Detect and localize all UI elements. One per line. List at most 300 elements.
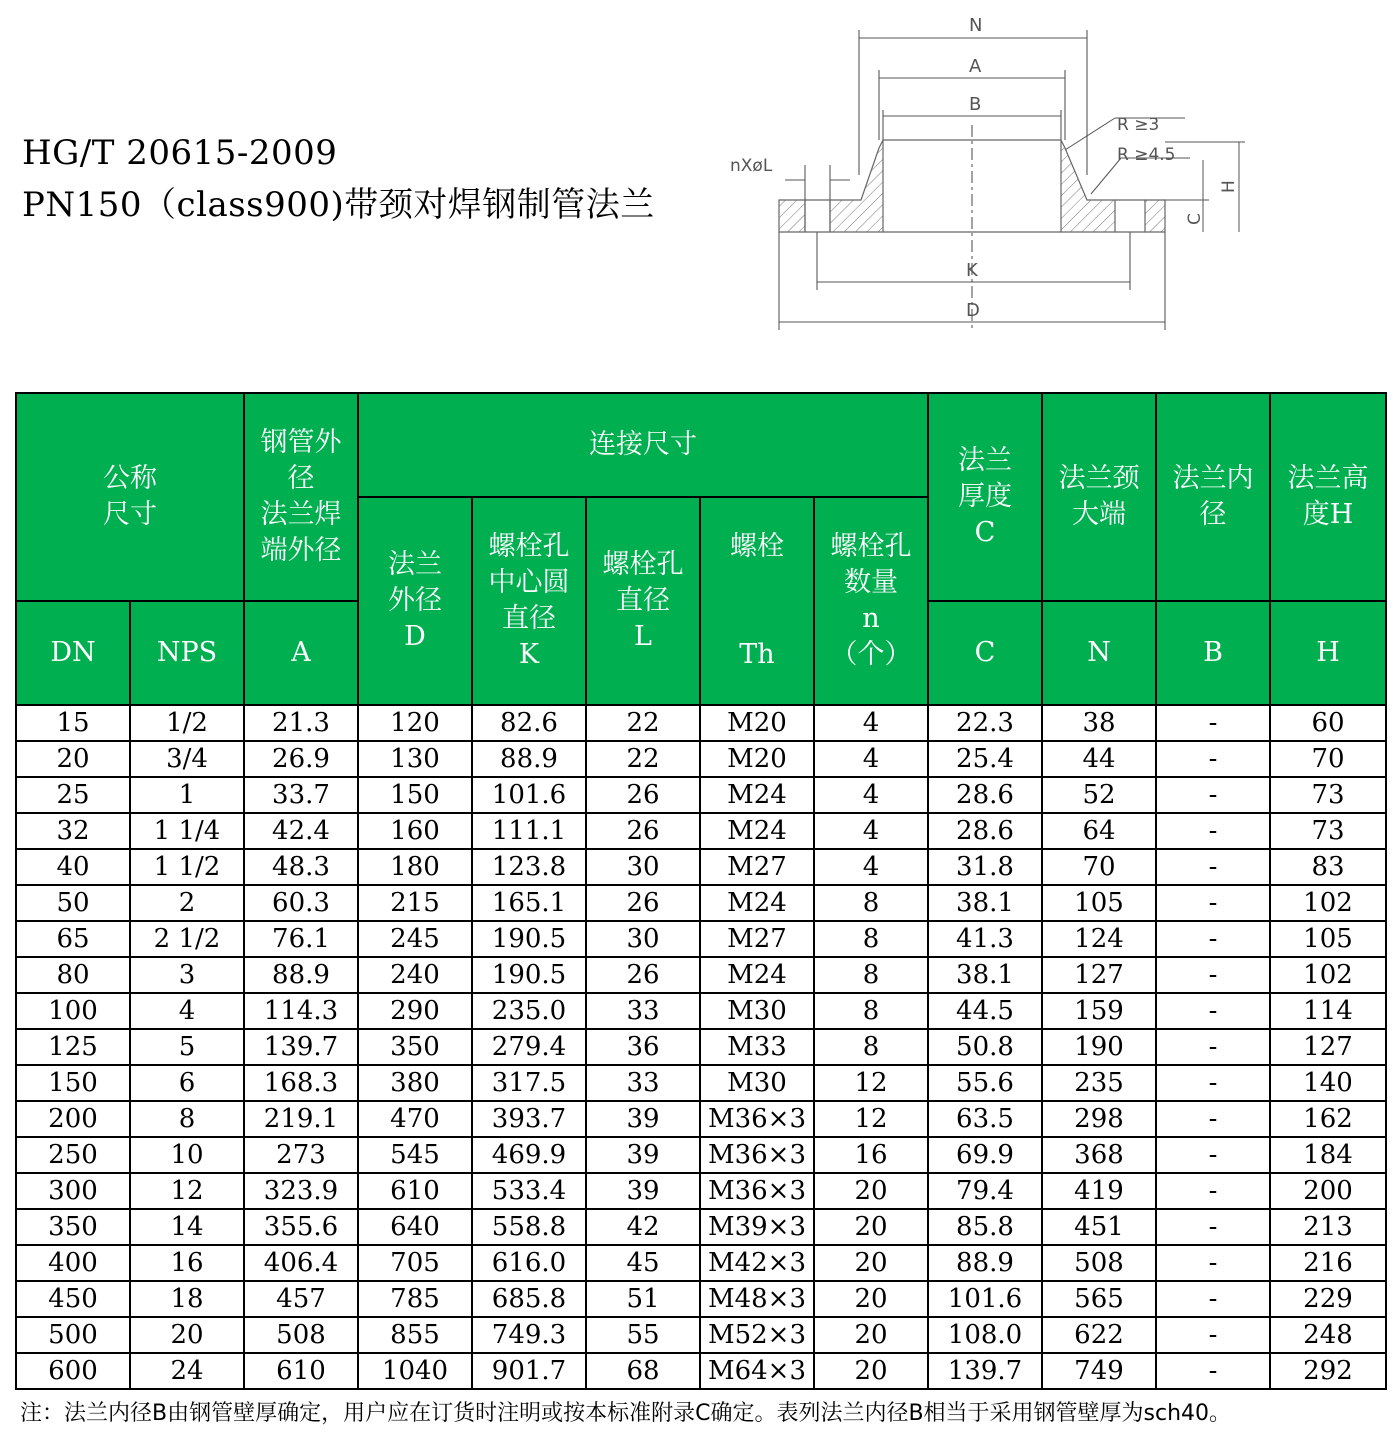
table-cell: 22.3 <box>928 705 1042 741</box>
table-cell: 30 <box>586 849 700 885</box>
table-cell: 215 <box>358 885 472 921</box>
table-cell: 245 <box>358 921 472 957</box>
table-cell: 26.9 <box>244 741 358 777</box>
table-cell: 102 <box>1270 957 1386 993</box>
table-cell: 108.0 <box>928 1317 1042 1353</box>
table-cell: 4 <box>130 993 244 1029</box>
table-cell: 20 <box>814 1173 928 1209</box>
header-bolt-circle-text: 螺栓孔 中心圆 直径 K <box>488 531 570 670</box>
table-cell: - <box>1156 885 1270 921</box>
header-bolt-count-text: 螺栓孔 数量 n （个） <box>830 531 912 670</box>
table-cell: 25 <box>16 777 130 813</box>
table-cell: M36×3 <box>700 1173 814 1209</box>
table-cell: 33.7 <box>244 777 358 813</box>
table-cell: 79.4 <box>928 1173 1042 1209</box>
table-cell: 165.1 <box>472 885 586 921</box>
table-cell: 83 <box>1270 849 1386 885</box>
table-cell: 82.6 <box>472 705 586 741</box>
table-cell: 41.3 <box>928 921 1042 957</box>
table-cell: 451 <box>1042 1209 1156 1245</box>
table-cell: 21.3 <box>244 705 358 741</box>
table-cell: 622 <box>1042 1317 1156 1353</box>
table-cell: 317.5 <box>472 1065 586 1101</box>
table-cell: 380 <box>358 1065 472 1101</box>
table-cell: 533.4 <box>472 1173 586 1209</box>
table-row <box>16 1209 1386 1245</box>
table-cell: 124 <box>1042 921 1156 957</box>
table-cell: 20 <box>130 1317 244 1353</box>
table-cell: 393.7 <box>472 1101 586 1137</box>
table-cell: 4 <box>814 741 928 777</box>
table-cell: 4 <box>814 705 928 741</box>
table-row <box>16 1317 1386 1353</box>
table-cell: 39 <box>586 1137 700 1173</box>
header-h <box>1270 601 1386 705</box>
table-cell: 42.4 <box>244 813 358 849</box>
dimension-lines <box>779 38 1245 322</box>
table-row <box>16 849 1386 885</box>
table-row <box>16 885 1386 921</box>
table-cell: - <box>1156 1173 1270 1209</box>
header-nps-text: NPS <box>156 637 218 668</box>
table-cell: 508 <box>244 1317 358 1353</box>
table-cell: 18 <box>130 1281 244 1317</box>
header-flange-thickness <box>928 393 1042 601</box>
table-cell: - <box>1156 1065 1270 1101</box>
table-cell: 50.8 <box>928 1029 1042 1065</box>
table-row <box>16 705 1386 741</box>
header-nominal-text: 公称 尺寸 <box>103 463 157 530</box>
table-cell: 70 <box>1042 849 1156 885</box>
table-cell: 168.3 <box>244 1065 358 1101</box>
table-row <box>16 741 1386 777</box>
header-bolt-circle <box>472 497 586 705</box>
table-cell: 38 <box>1042 705 1156 741</box>
table-cell: M24 <box>700 957 814 993</box>
table-cell: 500 <box>16 1317 130 1353</box>
table-cell: 60 <box>1270 705 1386 741</box>
table-cell: 1 1/4 <box>130 813 244 849</box>
table-cell: 1 1/2 <box>130 849 244 885</box>
table-cell: 28.6 <box>928 777 1042 813</box>
table-cell: 159 <box>1042 993 1156 1029</box>
table-cell: 114 <box>1270 993 1386 1029</box>
table-cell: M20 <box>700 741 814 777</box>
table-cell: 8 <box>814 885 928 921</box>
table-cell: 30 <box>586 921 700 957</box>
table-cell: 213 <box>1270 1209 1386 1245</box>
table-cell: 22 <box>586 705 700 741</box>
table-cell: 235.0 <box>472 993 586 1029</box>
table-cell: M30 <box>700 993 814 1029</box>
table-row <box>16 1137 1386 1173</box>
dim-label-d: D <box>966 300 980 321</box>
table-cell: M48×3 <box>700 1281 814 1317</box>
table-cell: 450 <box>16 1281 130 1317</box>
table-cell: M39×3 <box>700 1209 814 1245</box>
standard-number: HG/T 20615-2009 <box>22 133 338 173</box>
header-b-text: B <box>1203 637 1223 668</box>
header-inner <box>1156 393 1270 601</box>
table-cell: 14 <box>130 1209 244 1245</box>
table-cell: 180 <box>358 849 472 885</box>
header-pipe-od <box>244 393 358 601</box>
table-cell: 20 <box>814 1245 928 1281</box>
table-cell: 545 <box>358 1137 472 1173</box>
table-cell: M30 <box>700 1065 814 1101</box>
table-cell: 419 <box>1042 1173 1156 1209</box>
table-cell: 4 <box>814 777 928 813</box>
table-cell: M42×3 <box>700 1245 814 1281</box>
table-cell: 15 <box>16 705 130 741</box>
table-cell: 355.6 <box>244 1209 358 1245</box>
table-header <box>16 393 1386 705</box>
header-dn <box>16 601 130 705</box>
table-cell: 901.7 <box>472 1353 586 1389</box>
table-cell: 44 <box>1042 741 1156 777</box>
table-cell: 69.9 <box>928 1137 1042 1173</box>
table-cell: 140 <box>1270 1065 1386 1101</box>
table-cell: 31.8 <box>928 849 1042 885</box>
table-cell: 85.8 <box>928 1209 1042 1245</box>
header-height-text: 法兰高 度H <box>1287 463 1369 530</box>
table-cell: 235 <box>1042 1065 1156 1101</box>
table-cell: - <box>1156 1209 1270 1245</box>
table-row <box>16 1029 1386 1065</box>
title-block <box>22 133 655 225</box>
table-cell: 139.7 <box>928 1353 1042 1389</box>
dim-label-b: B <box>969 94 982 115</box>
table-cell: 73 <box>1270 777 1386 813</box>
table-cell: 8 <box>814 993 928 1029</box>
table-row <box>16 1173 1386 1209</box>
table-cell: 26 <box>586 885 700 921</box>
table-cell: - <box>1156 993 1270 1029</box>
dim-label-h: H <box>1219 180 1239 193</box>
header-neck <box>1042 393 1156 601</box>
table-cell: 20 <box>814 1353 928 1389</box>
table-cell: 248 <box>1270 1317 1386 1353</box>
table-cell: - <box>1156 1245 1270 1281</box>
table-cell: 855 <box>358 1317 472 1353</box>
table-cell: 705 <box>358 1245 472 1281</box>
table-cell: 20 <box>814 1281 928 1317</box>
table-cell: 125 <box>16 1029 130 1065</box>
table-cell: 457 <box>244 1281 358 1317</box>
table-cell: 685.8 <box>472 1281 586 1317</box>
table-cell: 22 <box>586 741 700 777</box>
table-cell: 55 <box>586 1317 700 1353</box>
table-cell: 10 <box>130 1137 244 1173</box>
table-cell: 12 <box>814 1065 928 1101</box>
table-cell: 785 <box>358 1281 472 1317</box>
dim-label-bolt: nXøL <box>730 156 773 176</box>
table-cell: 39 <box>586 1173 700 1209</box>
table-cell: M33 <box>700 1029 814 1065</box>
table-cell: 1 <box>130 777 244 813</box>
table-cell: 469.9 <box>472 1137 586 1173</box>
table-cell: 8 <box>814 921 928 957</box>
table-cell: 88.9 <box>928 1245 1042 1281</box>
header-bolt-hole <box>586 497 700 705</box>
table-cell: 190.5 <box>472 957 586 993</box>
table-cell: 100 <box>16 993 130 1029</box>
table-cell: 470 <box>358 1101 472 1137</box>
table-cell: 8 <box>130 1101 244 1137</box>
table-cell: 20 <box>814 1209 928 1245</box>
dim-label-k: K <box>966 260 978 281</box>
table-cell: 101.6 <box>928 1281 1042 1317</box>
table-cell: 88.9 <box>472 741 586 777</box>
table-cell: - <box>1156 1029 1270 1065</box>
table-cell: 51 <box>586 1281 700 1317</box>
table-cell: 105 <box>1270 921 1386 957</box>
table-cell: 600 <box>16 1353 130 1389</box>
table-cell: 16 <box>130 1245 244 1281</box>
table-cell: 273 <box>244 1137 358 1173</box>
table-cell: 64 <box>1042 813 1156 849</box>
table-cell: 8 <box>814 1029 928 1065</box>
table-cell: 32 <box>16 813 130 849</box>
header-flange-od-text: 法兰 外径 D <box>388 549 442 652</box>
table-row <box>16 1101 1386 1137</box>
table-cell: 48.3 <box>244 849 358 885</box>
table-cell: 127 <box>1042 957 1156 993</box>
table-cell: 610 <box>358 1173 472 1209</box>
table-cell: 290 <box>358 993 472 1029</box>
table-cell: 300 <box>16 1173 130 1209</box>
header-inner-text: 法兰内 径 <box>1172 463 1254 530</box>
table-cell: 368 <box>1042 1137 1156 1173</box>
table-cell: 120 <box>358 705 472 741</box>
table-cell: 60.3 <box>244 885 358 921</box>
table-cell: 28.6 <box>928 813 1042 849</box>
table-cell: 200 <box>1270 1173 1386 1209</box>
header-connection <box>358 393 928 497</box>
table-cell: - <box>1156 849 1270 885</box>
table-cell: 139.7 <box>244 1029 358 1065</box>
table-cell: 70 <box>1270 741 1386 777</box>
table-cell: 102 <box>1270 885 1386 921</box>
table-row <box>16 921 1386 957</box>
table-cell: 36 <box>586 1029 700 1065</box>
table-cell: 162 <box>1270 1101 1386 1137</box>
table-cell: - <box>1156 705 1270 741</box>
dim-label-c: C <box>1185 213 1205 225</box>
table-cell: 26 <box>586 957 700 993</box>
table-cell: 4 <box>814 849 928 885</box>
table-cell: 200 <box>16 1101 130 1137</box>
table-cell: - <box>1156 921 1270 957</box>
table-cell: 279.4 <box>472 1029 586 1065</box>
table-cell: 25.4 <box>928 741 1042 777</box>
table-cell: 3/4 <box>130 741 244 777</box>
table-cell: 749 <box>1042 1353 1156 1389</box>
table-cell: 292 <box>1270 1353 1386 1389</box>
header-c-text: C <box>974 637 996 668</box>
header-height <box>1270 393 1386 601</box>
table-row <box>16 813 1386 849</box>
table-cell: 229 <box>1270 1281 1386 1317</box>
table-cell: 6 <box>130 1065 244 1101</box>
table-cell: 44.5 <box>928 993 1042 1029</box>
table-cell: 40 <box>16 849 130 885</box>
table-cell: - <box>1156 777 1270 813</box>
table-cell: 24 <box>130 1353 244 1389</box>
dim-label-n: N <box>969 15 983 36</box>
header-c <box>928 601 1042 705</box>
table-row <box>16 993 1386 1029</box>
table-cell: M36×3 <box>700 1101 814 1137</box>
table-cell: 73 <box>1270 813 1386 849</box>
table-cell: 640 <box>358 1209 472 1245</box>
header-nominal <box>16 393 244 601</box>
table-cell: 55.6 <box>928 1065 1042 1101</box>
table-cell: 42 <box>586 1209 700 1245</box>
table-row <box>16 1065 1386 1101</box>
table-cell: 350 <box>358 1029 472 1065</box>
table-cell: 558.8 <box>472 1209 586 1245</box>
table-cell: M27 <box>700 849 814 885</box>
table-cell: 111.1 <box>472 813 586 849</box>
table-cell: 406.4 <box>244 1245 358 1281</box>
table-cell: 1040 <box>358 1353 472 1389</box>
flange-drawing <box>725 0 1400 345</box>
table-cell: 2 1/2 <box>130 921 244 957</box>
table-cell: 240 <box>358 957 472 993</box>
header-n-text: N <box>1087 637 1111 668</box>
table-cell: 2 <box>130 885 244 921</box>
table-cell: - <box>1156 1137 1270 1173</box>
table-cell: - <box>1156 741 1270 777</box>
flange-spec-table <box>15 392 1387 1390</box>
header-bolt-text: 螺栓 Th <box>730 531 784 670</box>
table-cell: 350 <box>16 1209 130 1245</box>
header-bolt-count <box>814 497 928 705</box>
table-cell: 52 <box>1042 777 1156 813</box>
dim-label-r1: R ≥3 <box>1117 115 1160 135</box>
table-cell: 88.9 <box>244 957 358 993</box>
table-cell: 4 <box>814 813 928 849</box>
table-row <box>16 1245 1386 1281</box>
table-cell: 105 <box>1042 885 1156 921</box>
table-row <box>16 777 1386 813</box>
table-cell: 39 <box>586 1101 700 1137</box>
table-cell: 160 <box>358 813 472 849</box>
header-pipe-od-text: 钢管外 径 法兰焊 端外径 <box>260 427 342 566</box>
header-bolt <box>700 497 814 705</box>
table-cell: 16 <box>814 1137 928 1173</box>
header-connection-text: 连接尺寸 <box>589 429 697 460</box>
table-cell: - <box>1156 1281 1270 1317</box>
table-row <box>16 1281 1386 1317</box>
header-flange-od <box>358 497 472 705</box>
table-cell: 114.3 <box>244 993 358 1029</box>
table-cell: M24 <box>700 777 814 813</box>
table-row <box>16 1353 1386 1389</box>
table-cell: 20 <box>814 1317 928 1353</box>
table-cell: 508 <box>1042 1245 1156 1281</box>
table-cell: 65 <box>16 921 130 957</box>
table-cell: M36×3 <box>700 1137 814 1173</box>
table-cell: 38.1 <box>928 957 1042 993</box>
table-cell: 190.5 <box>472 921 586 957</box>
table-cell: 80 <box>16 957 130 993</box>
table-cell: 610 <box>244 1353 358 1389</box>
table-cell: M20 <box>700 705 814 741</box>
header-neck-text: 法兰颈 大端 <box>1058 463 1140 530</box>
header-n <box>1042 601 1156 705</box>
table-cell: 1/2 <box>130 705 244 741</box>
header-h-text: H <box>1316 637 1340 668</box>
table-cell: 5 <box>130 1029 244 1065</box>
table-cell: 33 <box>586 1065 700 1101</box>
table-cell: 323.9 <box>244 1173 358 1209</box>
table-cell: 400 <box>16 1245 130 1281</box>
table-cell: 150 <box>16 1065 130 1101</box>
dim-label-a: A <box>969 56 982 77</box>
table-cell: 26 <box>586 777 700 813</box>
table-cell: M24 <box>700 813 814 849</box>
dim-label-r2: R ≥4.5 <box>1117 145 1176 165</box>
footnote: 注：法兰内径B由钢管壁厚确定，用户应在订货时注明或按本标准附录C确定。表列法兰内径B相当于采用钢管壁厚为sch40。 <box>20 1401 1232 1426</box>
table-row <box>16 957 1386 993</box>
table-cell: 26 <box>586 813 700 849</box>
table-cell: - <box>1156 1101 1270 1137</box>
table-cell: 298 <box>1042 1101 1156 1137</box>
table-cell: 45 <box>586 1245 700 1281</box>
table-cell: M24 <box>700 885 814 921</box>
table-cell: M27 <box>700 921 814 957</box>
table-cell: 616.0 <box>472 1245 586 1281</box>
table-cell: 33 <box>586 993 700 1029</box>
table-cell: 63.5 <box>928 1101 1042 1137</box>
table-cell: - <box>1156 957 1270 993</box>
table-cell: 250 <box>16 1137 130 1173</box>
header-bolt-hole-text: 螺栓孔 直径 L <box>602 549 684 652</box>
header-dn-text: DN <box>50 637 96 668</box>
table-cell: 749.3 <box>472 1317 586 1353</box>
header-a <box>244 601 358 705</box>
table-cell: M64×3 <box>700 1353 814 1389</box>
header-a-text: A <box>291 637 311 668</box>
table-cell: 20 <box>16 741 130 777</box>
table-cell: - <box>1156 1353 1270 1389</box>
table-cell: 3 <box>130 957 244 993</box>
table-cell: 190 <box>1042 1029 1156 1065</box>
table-cell: 123.8 <box>472 849 586 885</box>
table-cell: 12 <box>814 1101 928 1137</box>
table-cell: 50 <box>16 885 130 921</box>
document-title: PN150（class900)带颈对焊钢制管法兰 <box>22 185 655 225</box>
table-cell: 130 <box>358 741 472 777</box>
table-cell: 219.1 <box>244 1101 358 1137</box>
table-cell: M52×3 <box>700 1317 814 1353</box>
table-cell: - <box>1156 1317 1270 1353</box>
table-cell: 38.1 <box>928 885 1042 921</box>
header-b <box>1156 601 1270 705</box>
table-cell: 101.6 <box>472 777 586 813</box>
table-cell: 216 <box>1270 1245 1386 1281</box>
table-body <box>16 705 1386 1389</box>
table-cell: 12 <box>130 1173 244 1209</box>
table-cell: 565 <box>1042 1281 1156 1317</box>
table-cell: 184 <box>1270 1137 1386 1173</box>
table-cell: 76.1 <box>244 921 358 957</box>
header-flange-thickness-text: 法兰 厚度 C <box>958 445 1012 548</box>
table-cell: 127 <box>1270 1029 1386 1065</box>
table-cell: 68 <box>586 1353 700 1389</box>
